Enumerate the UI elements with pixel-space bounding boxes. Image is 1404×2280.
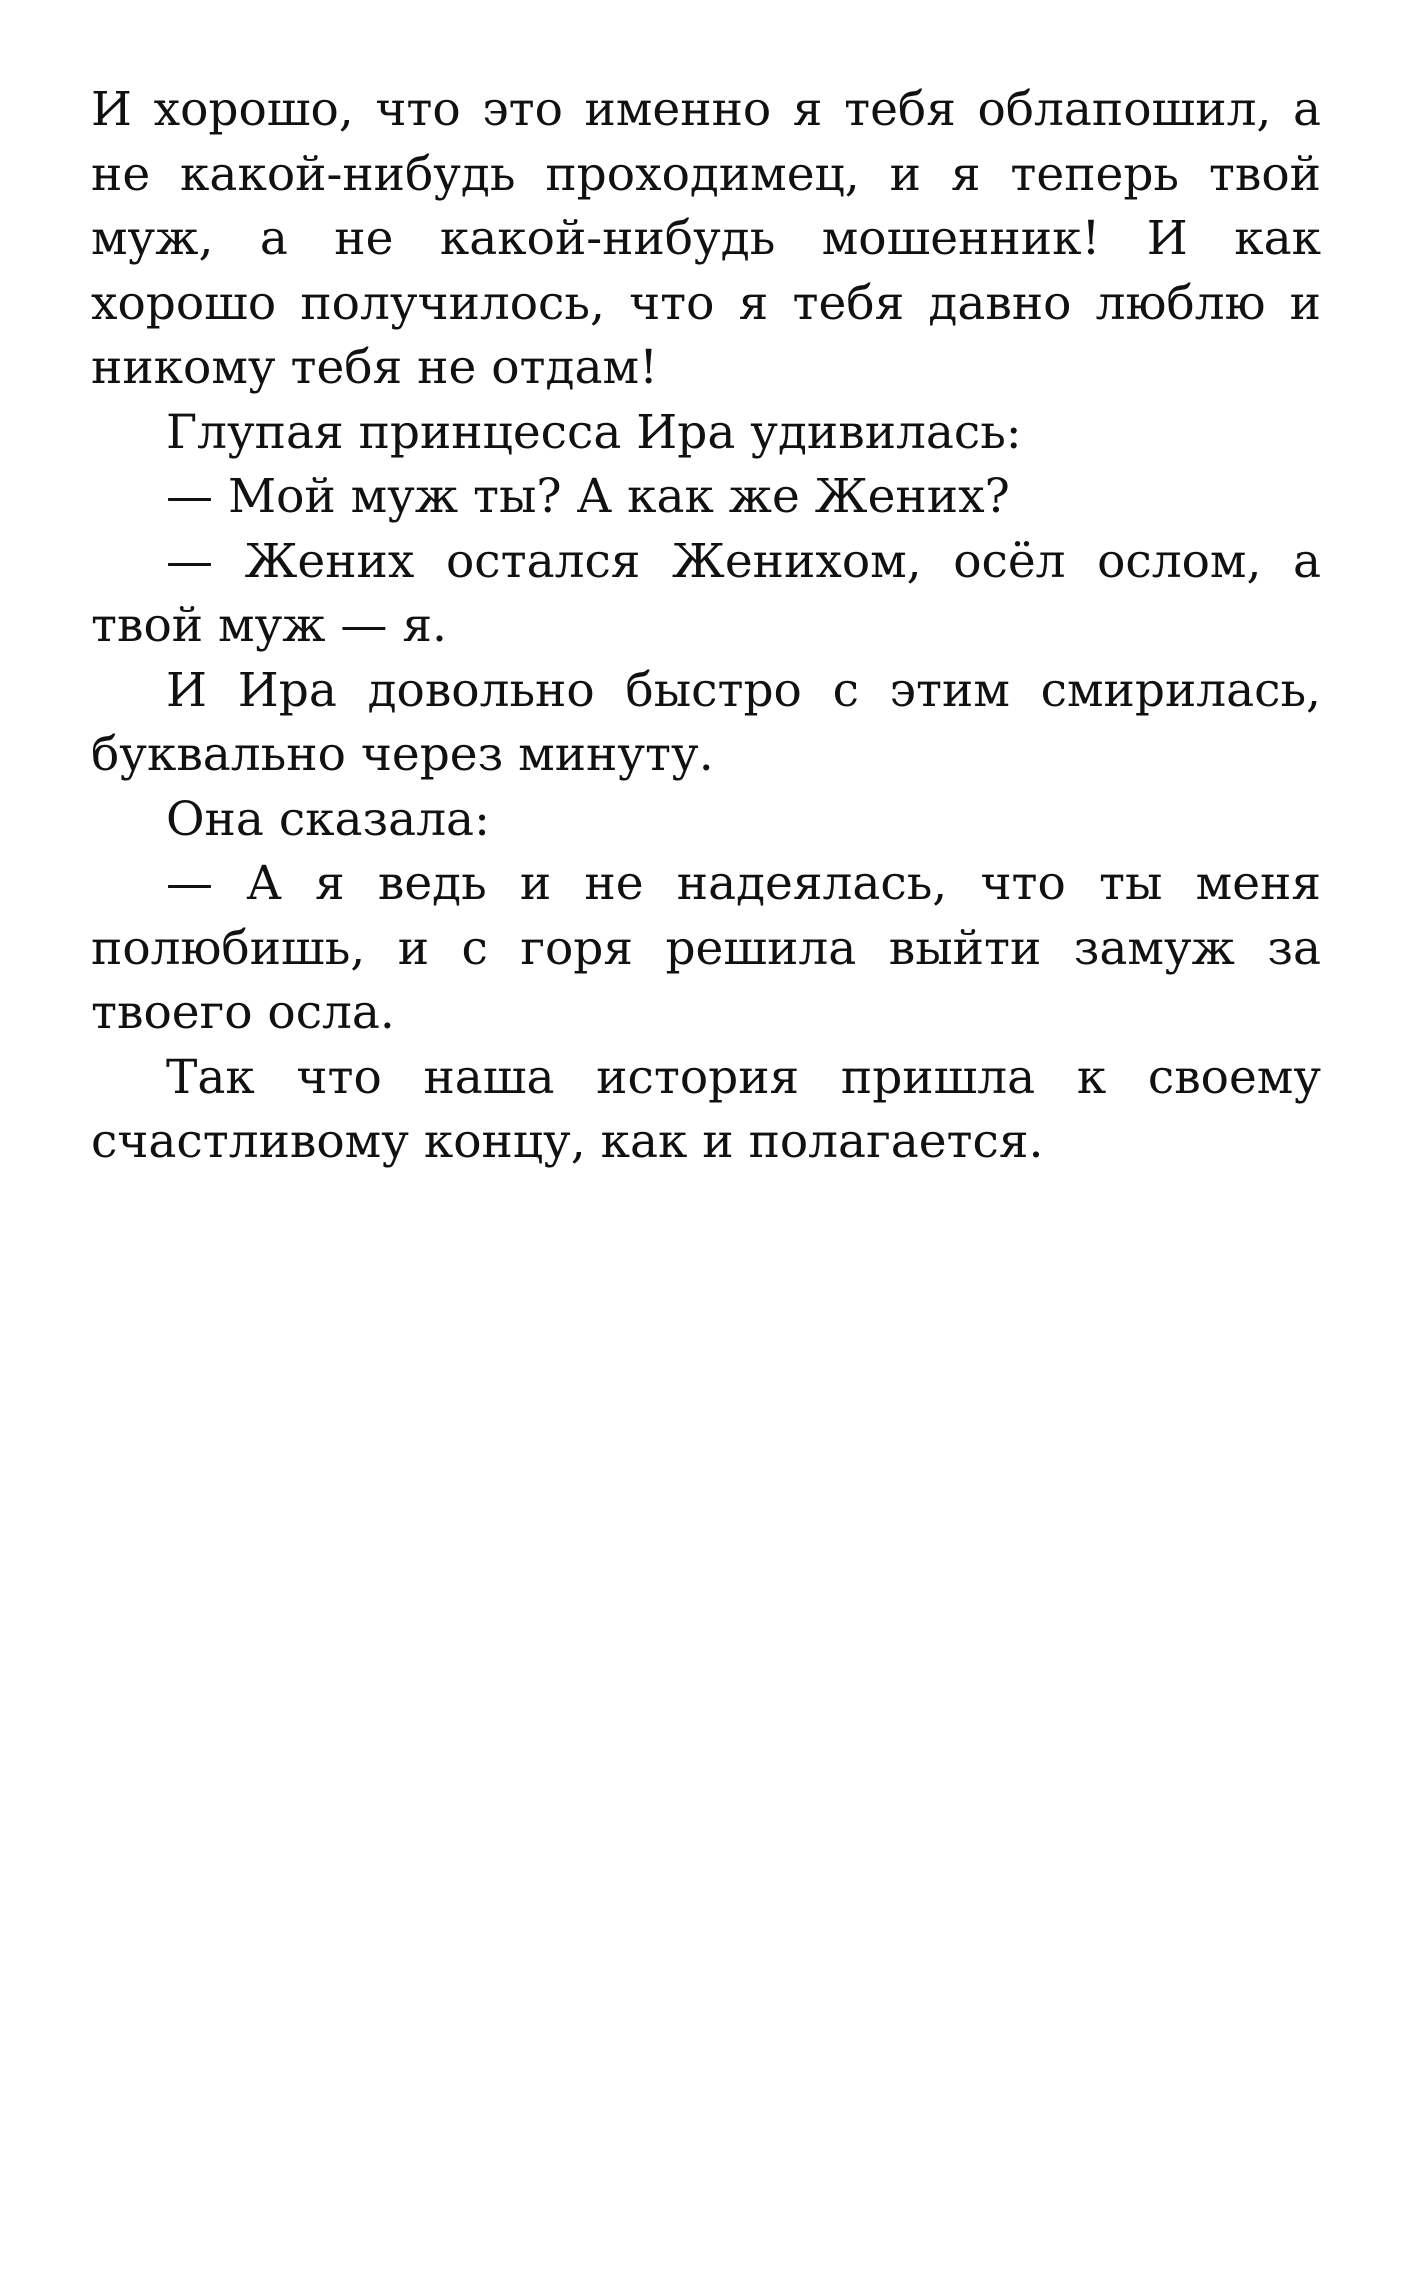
paragraph-5: И Ира довольно быстро с этим смирилась, буквально через минуту. — [91, 662, 1321, 782]
paragraph-2: Глупая принцесса Ира удивилась: — [166, 404, 1022, 460]
paragraph-8: Так что наша история пришла к своему счастливому концу, как и полагается. — [91, 1049, 1321, 1169]
page-text-block — [91, 78, 1321, 1175]
paragraph-3: — Мой муж ты? А как же Жених? — [166, 469, 1010, 524]
paragraph-1: И хорошо, что это именно я тебя облапошил, а не какой-нибудь проходимец, и я теперь твой муж, а не какой-нибудь мошенник! И как хорошо получилось, что я тебя давно люблю и никому тебя не отдам! — [91, 82, 1321, 395]
paragraph-4: — Жених остался Женихом, осёл ослом, а твой муж — я. — [91, 533, 1321, 653]
paragraph-7: — А я ведь и не надеялась, что ты меня полюбишь, и с горя решила выйти замуж за твоего осла. — [91, 856, 1321, 1040]
paragraph-6: Она сказала: — [166, 791, 490, 847]
